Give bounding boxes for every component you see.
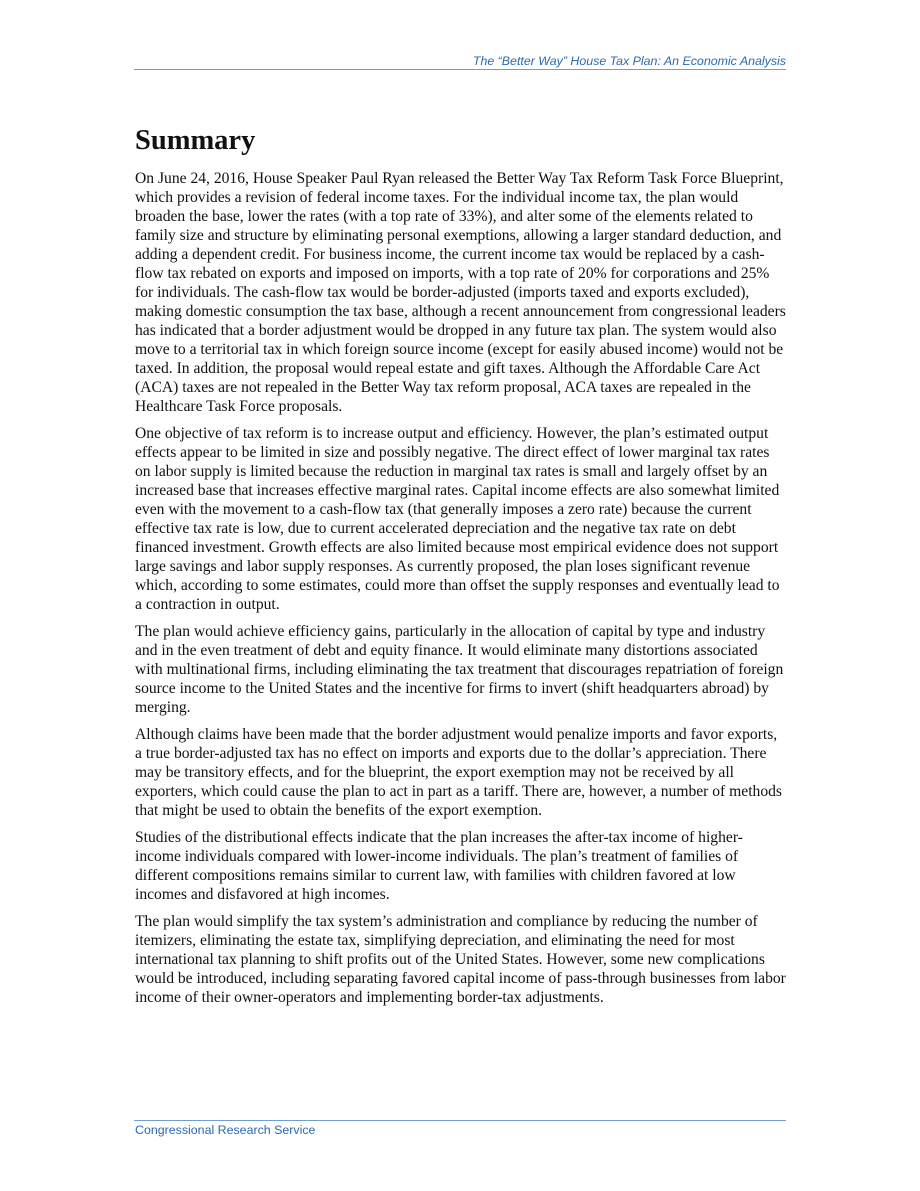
summary-paragraph-1: On June 24, 2016, House Speaker Paul Ryan released the Better Way Tax Reform Task Force Blueprint, which provides a revision of federal income taxes. For the individual income tax, the plan would broaden the base, lower the rates (with a top rate of 33%), and alter some of the elements related to family size and structure by eliminating personal exemptions, allowing a larger standard deduction, and adding a dependent credit. For business income, the current income tax would be replaced by a cash-flow tax rebated on exports and imposed on imports, with a top rate of 20% for corporations and 25% for individuals. The cash-flow tax would be border-adjusted (imports taxed and exports excluded), making domestic consumption the tax base, although a recent announcement from congressional leaders has indicated that a border adjustment would be dropped in any future tax plan. The system would also move to a territorial tax in which foreign source income (except for easily abused income) would not be taxed. In addition, the proposal would repeal estate and gift taxes. Although the Affordable Care Act (ACA) taxes are not repealed in the Better Way tax reform proposal, ACA taxes are repealed in the Healthcare Task Force proposals.: [135, 170, 786, 415]
page-title: Summary: [135, 125, 256, 156]
summary-paragraph-2: One objective of tax reform is to increase output and efficiency. However, the plan’s estimated output effects appear to be limited in size and possibly negative. The direct effect of lower marginal tax rates on labor supply is limited because the reduction in marginal tax rates is small and largely offset by an increased base that increases effective marginal rates. Capital income effects are also somewhat limited even with the movement to a cash-flow tax (that generally imposes a zero rate) because the current effective tax rate is low, due to current accelerated depreciation and the negative tax rate on debt financed investment. Growth effects are also limited because most empirical evidence does not support large savings and labor supply responses. As currently proposed, the plan loses significant revenue which, according to some estimates, could more than offset the supply responses and eventually lead to a contraction in output.: [135, 425, 780, 613]
header-divider: [134, 69, 786, 70]
summary-paragraph-6: The plan would simplify the tax system’s administration and compliance by reducing the number of itemizers, eliminating the estate tax, simplifying depreciation, and eliminating the need for most international tax planning to shift profits out of the United States. However, some new complications would be introduced, including separating favored capital income of pass-through businesses from labor income of their owner-operators and implementing border-tax adjustments.: [135, 913, 786, 1006]
summary-paragraph-4: Although claims have been made that the border adjustment would penalize imports and favor exports, a true border-adjusted tax has no effect on imports and exports due to the dollar’s appreciation. There may be transitory effects, and for the blueprint, the export exemption may not be received by all exporters, which could cause the plan to act in part as a tariff. There are, however, a number of methods that might be used to obtain the benefits of the export exemption.: [135, 726, 782, 819]
summary-paragraph-5: Studies of the distributional effects indicate that the plan increases the after-tax income of higher-income individuals compared with lower-income individuals. The plan’s treatment of families of different compositions remains similar to current law, with families with children favored at low incomes and disfavored at high incomes.: [135, 829, 743, 903]
summary-paragraph-3: The plan would achieve efficiency gains, particularly in the allocation of capital by type and industry and in the even treatment of debt and equity finance. It would eliminate many distortions associated with multinational firms, including eliminating the tax treatment that discourages repatriation of foreign source income to the United States and the incentive for firms to invert (shift headquarters abroad) by merging.: [135, 623, 784, 716]
footer-organization: Congressional Research Service: [135, 1123, 316, 1137]
summary-body: [135, 169, 787, 1015]
running-header-title: The “Better Way” House Tax Plan: An Economic Analysis: [472, 54, 786, 68]
footer-divider: [134, 1120, 786, 1121]
